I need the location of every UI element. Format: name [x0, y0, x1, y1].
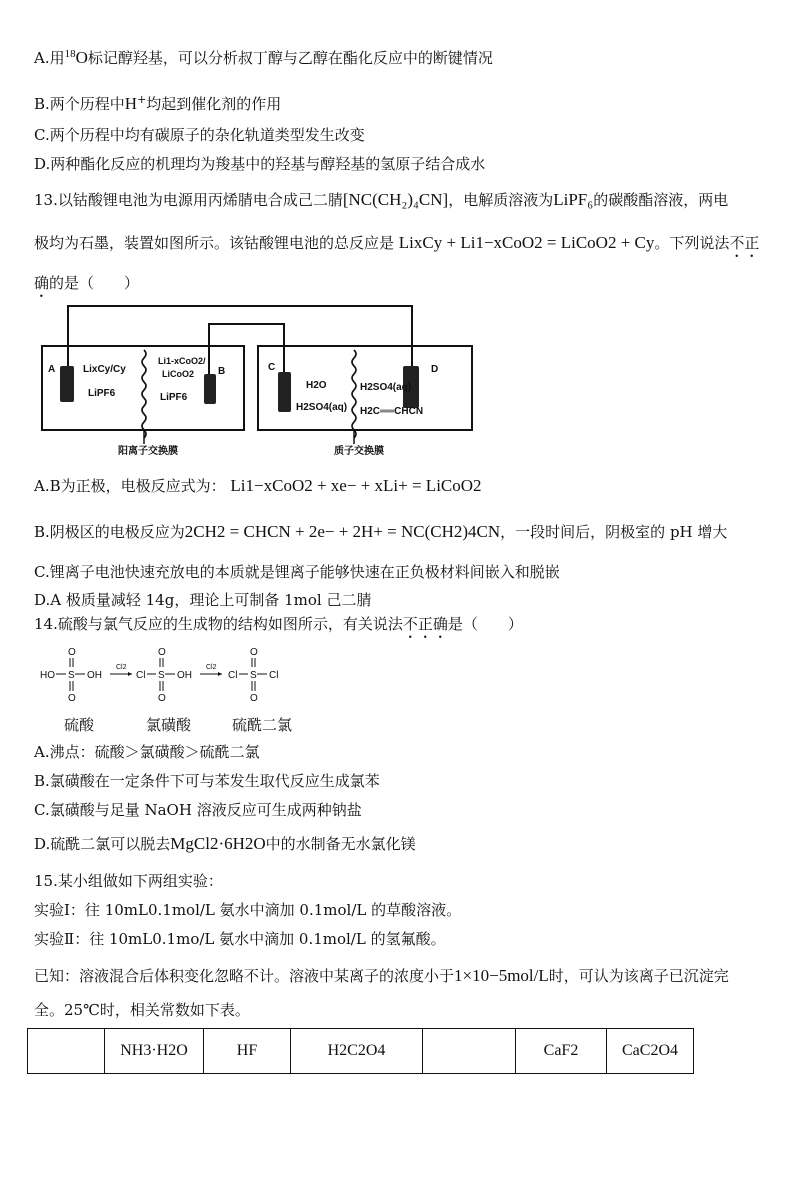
svg-text:HO: HO: [40, 670, 55, 681]
q12-option-b: B.两个历程中H+均起到催化剂的作用: [34, 93, 282, 113]
q15-known-line1: 已知：溶液混合后体积变化忽略不计。溶液中某离子的浓度小于1×10−5mol/L时，可认为该离子已沉淀完: [34, 966, 729, 985]
q14-option-b: B.氯磺酸在一定条件下可与苯发生取代反应生成氯苯: [34, 772, 380, 790]
q14-stem: 14.硫酸与氯气反应的生成物的结构如图所示，有关说法不正确是（ ）: [34, 615, 523, 633]
svg-text:Cl2: Cl2: [116, 664, 127, 671]
q13-option-a: A.B为正极，电极反应式为： Li1−xCoO2 + xe− + xLi+ = LiCoO2: [34, 476, 482, 495]
q13-option-d: D.A 极质量减轻 14g，理论上可制备 1mol 己二腈: [34, 591, 372, 609]
svg-text:LiPF6: LiPF6: [160, 392, 188, 403]
svg-text:O: O: [158, 693, 166, 704]
svg-text:Cl2: Cl2: [206, 664, 217, 671]
svg-text:Cl: Cl: [269, 670, 279, 681]
svg-text:LiPF6: LiPF6: [88, 388, 116, 399]
q12-option-a: A.用$^{18}$O标记醇羟基，可以分析叔丁醇与乙醇在酯化反应中的断键情况: [34, 48, 493, 67]
table-cell: NH3·H2O: [105, 1029, 204, 1074]
q13-total-reaction: LixCy + Li1−xCoO2 = LiCoO2 + Cy: [398, 233, 655, 252]
table-cell: CaF2: [516, 1029, 607, 1074]
table-cell: [423, 1029, 516, 1074]
q13-option-b-equation: 2CH2 = CHCN + 2e− + 2H+ = NC(CH2)4CN: [184, 522, 501, 541]
svg-text:O: O: [250, 647, 258, 658]
q14-name-chlorosulfonic: 氯磺酸: [146, 716, 192, 734]
svg-text:O: O: [158, 647, 166, 658]
q13-stem-line2: 极均为石墨，装置如图所示。该钴酸锂电池的总反应是 LixCy + Li1−xCoO2 = LiCoO2 + Cy。下列说法不正: [34, 233, 760, 252]
q14-option-d: D.硫酰二氯可以脱去MgCl2·6H2O中的水制备无水氯化镁: [34, 834, 416, 853]
q15-known-line2: 全。25℃时，相关常数如下表。: [34, 1001, 250, 1019]
q12-option-c: C.两个历程中均有碳原子的杂化轨道类型发生改变: [34, 126, 365, 144]
table-cell: H2C2O4: [291, 1029, 423, 1074]
q14-option-c: C.氯磺酸与足量 NaOH 溶液反应可生成两种钠盐: [34, 801, 362, 819]
q13-option-a-equation: Li1−xCoO2 + xe− + xLi+ = LiCoO2: [230, 476, 482, 495]
table-row: [28, 1029, 694, 1074]
table-cell: [28, 1029, 105, 1074]
q15-experiment-2: 实验Ⅱ：往 10mL0.1mo/L 氨水中滴加 0.1mol/L 的氢氟酸。: [34, 930, 446, 948]
q12-option-d: D.两种酯化反应的机理均为羧基中的羟基与醇羟基的氢原子结合成水: [34, 155, 486, 173]
svg-text:S: S: [250, 670, 257, 681]
svg-text:O: O: [68, 647, 76, 658]
table-cell: HF: [204, 1029, 291, 1074]
q14-structures: [38, 640, 318, 716]
svg-text:B: B: [218, 366, 226, 377]
svg-text:质子交换膜: 质子交换膜: [334, 446, 384, 457]
electrolysis-diagram: [38, 300, 478, 460]
q14-name-sulfuric: 硫酸: [64, 716, 95, 734]
svg-text:OH: OH: [87, 670, 102, 681]
constants-table: [27, 1028, 694, 1074]
q15-experiment-1: 实验Ⅰ：往 10mL0.1mol/L 氨水中滴加 0.1mol/L 的草酸溶液。: [34, 901, 462, 919]
svg-text:O: O: [68, 693, 76, 704]
q13-stem-line1: 13.以钴酸锂电池为电源用丙烯腈电合成己二腈[NC(CH₂)₄CN]，电解质溶液为LiPF₆的碳酸酯溶液，两电: [34, 190, 729, 209]
svg-text:H2O: H2O: [306, 380, 327, 391]
svg-text:D: D: [431, 364, 439, 375]
svg-text:S: S: [158, 670, 165, 681]
svg-text:Li1-xCoO2/: Li1-xCoO2/: [158, 356, 206, 366]
svg-text:H2C══CHCN: H2C══CHCN: [360, 406, 424, 417]
table-cell: CaC2O4: [607, 1029, 694, 1074]
q13-option-b: B.阴极区的电极反应为2CH2 = CHCN + 2e− + 2H+ = NC(CH2)4CN，一段时间后，阴极室的 pH 增大: [34, 522, 728, 541]
q13-option-c: C.锂离子电池快速充放电的本质就是锂离子能够快速在正负极材料间嵌入和脱嵌: [34, 563, 560, 581]
svg-text:阳离子交换膜: 阳离子交换膜: [118, 446, 178, 457]
q14-option-a: A.沸点：硫酸＞氯磺酸＞硫酰二氯: [34, 743, 260, 761]
svg-text:OH: OH: [177, 670, 192, 681]
svg-text:S: S: [68, 670, 75, 681]
svg-text:Cl: Cl: [136, 670, 146, 681]
svg-text:C: C: [268, 362, 276, 373]
svg-text:H2SO4(aq): H2SO4(aq): [360, 382, 412, 393]
svg-text:LixCy/Cy: LixCy/Cy: [83, 364, 126, 375]
svg-text:LiCoO2: LiCoO2: [162, 369, 195, 379]
q15-stem: 15.某小组做如下两组实验：: [34, 872, 223, 890]
svg-text:A: A: [48, 364, 56, 375]
q14-name-sulfuryl-chloride: 硫酰二氯: [232, 716, 293, 734]
svg-text:Cl: Cl: [228, 670, 238, 681]
q13-stem-line3: 确的是（ ）: [34, 274, 140, 292]
svg-text:H2SO4(aq): H2SO4(aq): [296, 402, 348, 413]
svg-text:O: O: [250, 693, 258, 704]
